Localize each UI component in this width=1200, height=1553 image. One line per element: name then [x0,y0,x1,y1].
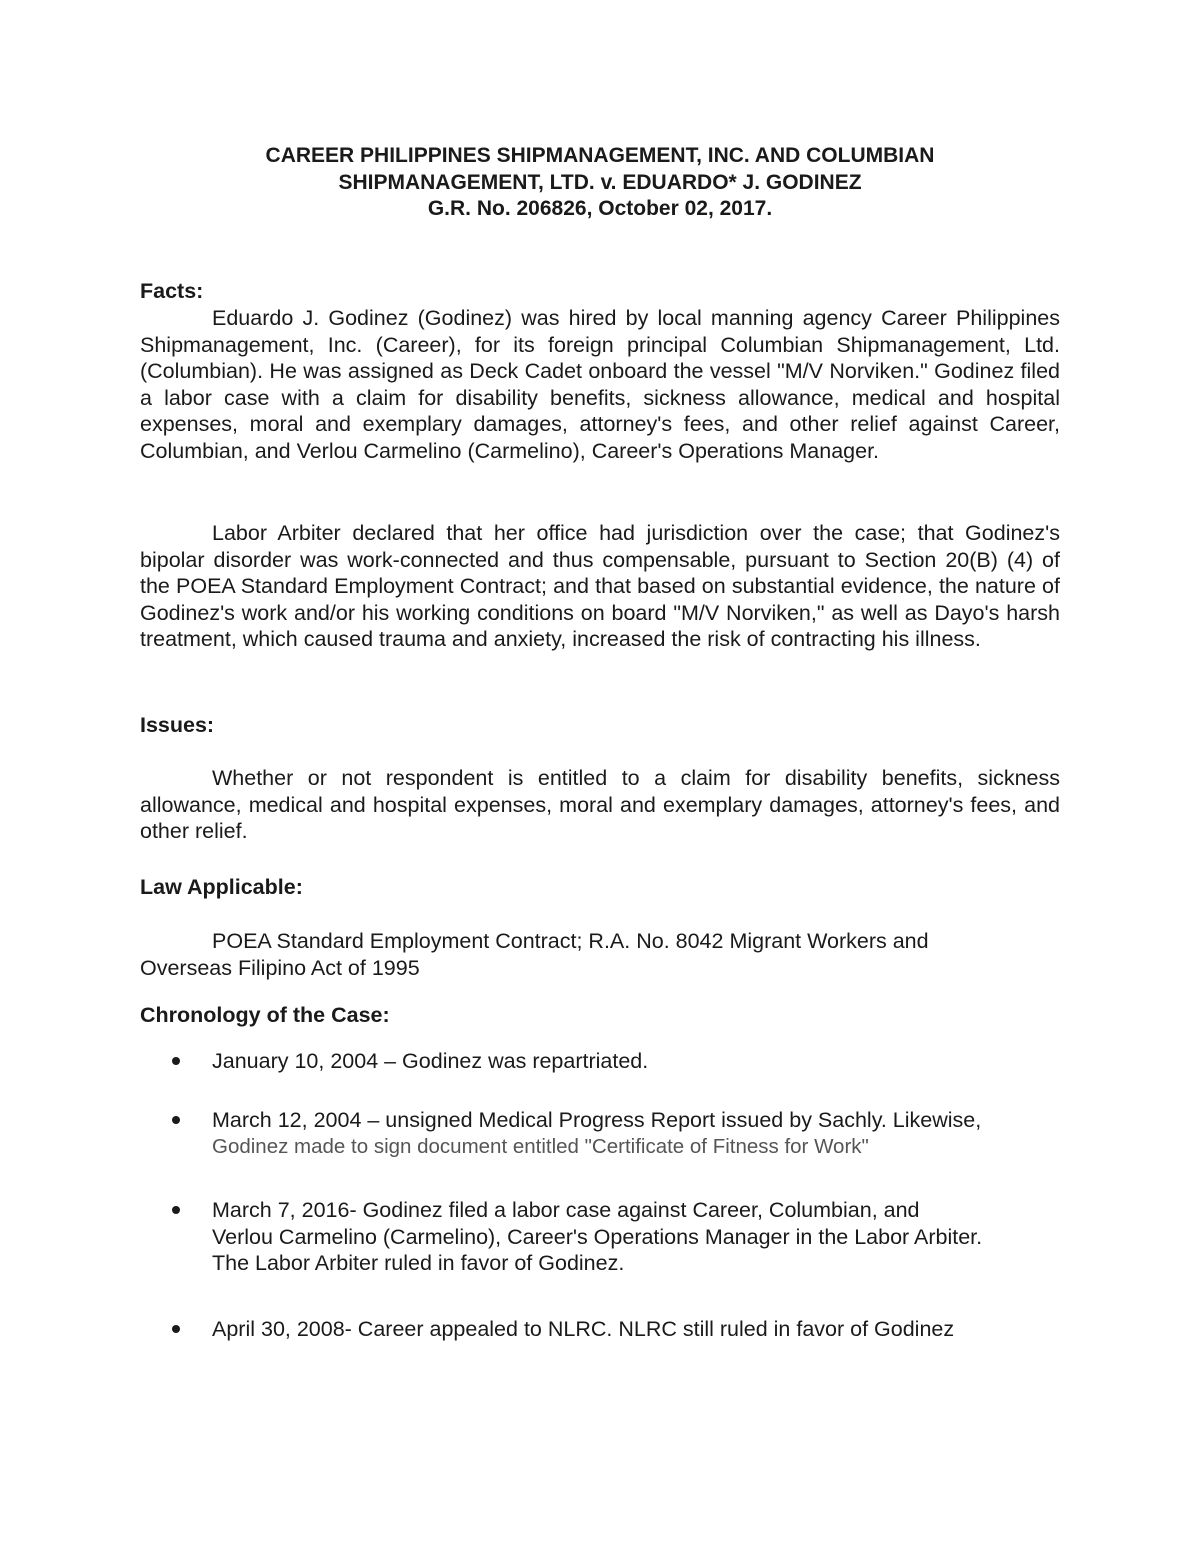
chronology-item-text: January 10, 2004 – Godinez was repartriated. [212,1049,649,1073]
chronology-item-text [212,1197,1062,1277]
facts-paragraph-2: Labor Arbiter declared that her office had jurisdiction over the case; that Godinez's bipolar disorder was work-connected and thus compensable, pursuant to Section 20(B) (4) of the POEA Standard Employment Contract; and that based on substantial evidence, the nature of Godinez's work and/or his working conditions on board "M/V Norviken," as well as Dayo's harsh treatment, which caused trauma and anxiety, increased the risk of contracting his illness. [140,521,1060,651]
issues-paragraph: Whether or not respondent is entitled to a claim for disability benefits, sickness allowance, medical and hospital expenses, moral and exemplary damages, attorney's fees, and other relief. [140,766,1060,843]
case-title-line-2: SHIPMANAGEMENT, LTD. v. EDUARDO* J. GODINEZ [338,170,862,194]
law-line-1: POEA Standard Employment Contract; R.A. No. 8042 Migrant Workers and [212,929,929,953]
bullet-icon [172,1206,180,1214]
chronology-item-text [212,1107,1062,1160]
law-heading: Law Applicable: [140,875,303,899]
chronology-item-line: Godinez made to sign document entitled "Certificate of Fitness for Work" [212,1134,869,1158]
chronology-item-line: March 7, 2016- Godinez filed a labor case against Career, Columbian, and [212,1198,920,1222]
law-line-2: Overseas Filipino Act of 1995 [140,956,420,980]
facts-paragraph-1: Eduardo J. Godinez (Godinez) was hired by local manning agency Career Philippines Shipmanagement, Inc. (Career), for its foreign principal Columbian Shipmanagement, Ltd. (Columbian). He was assigned as Deck Cadet onboard the vessel "M/V Norviken." Godinez filed a labor case with a claim for disability benefits, sickness allowance, medical and hospital expenses, moral and exemplary damages, attorney's fees, and other relief against Career, Columbian, and Verlou Carmelino (Carmelino), Career's Operations Manager. [140,306,1060,463]
chronology-item-line: March 12, 2004 – unsigned Medical Progress Report issued by Sachly. Likewise, [212,1108,982,1132]
issues-heading: Issues: [140,713,215,737]
bullet-icon [172,1057,180,1065]
chronology-item-text: April 30, 2008- Career appealed to NLRC. NLRC still ruled in favor of Godinez [212,1317,955,1341]
case-title-line-3: G.R. No. 206826, October 02, 2017. [427,197,773,220]
facts-heading: Facts: [140,279,204,303]
chronology-heading: Chronology of the Case: [140,1003,390,1027]
bullet-icon [172,1325,180,1333]
case-title-line-1: CAREER PHILIPPINES SHIPMANAGEMENT, INC. AND COLUMBIAN [265,144,935,167]
bullet-icon [172,1116,180,1124]
chronology-item-line: The Labor Arbiter ruled in favor of Godinez. [212,1251,625,1275]
case-title [140,143,1060,223]
chronology-item-line: Verlou Carmelino (Carmelino), Career's Operations Manager in the Labor Arbiter. [212,1224,983,1249]
